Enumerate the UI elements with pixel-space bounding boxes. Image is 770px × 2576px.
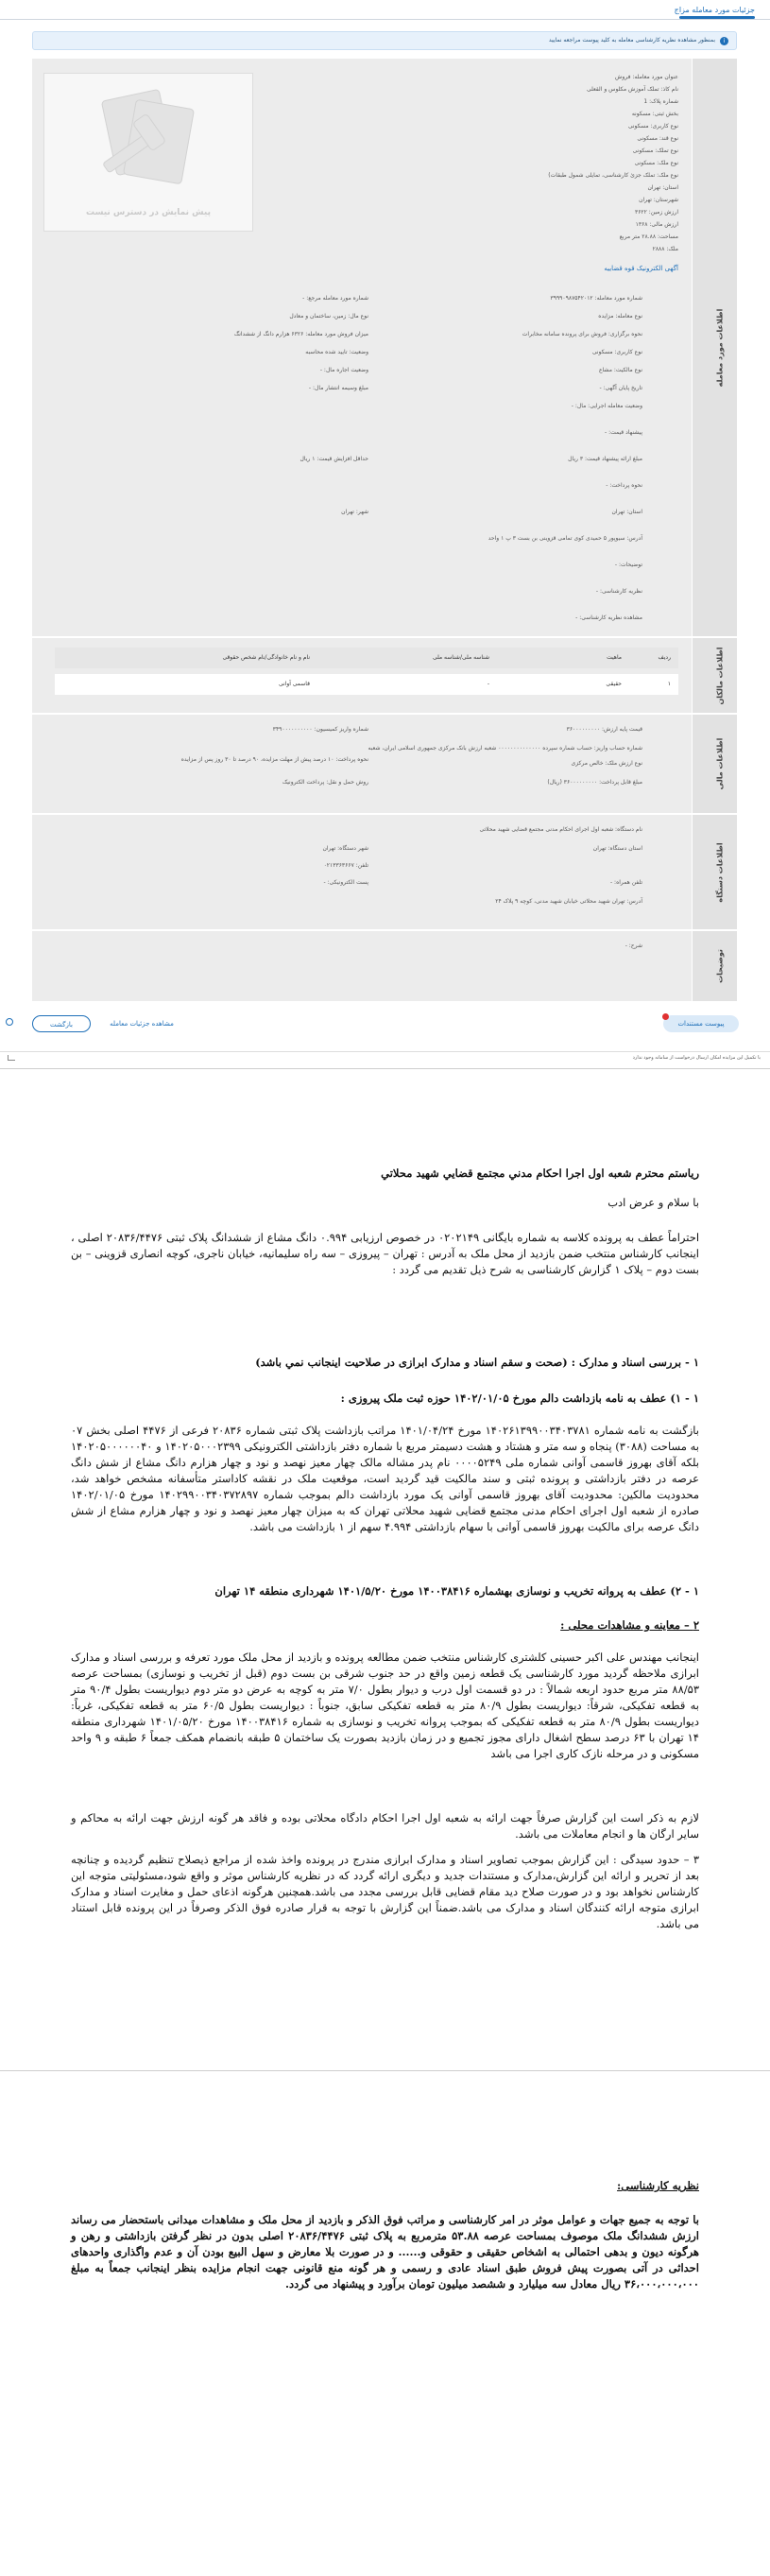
opinion-text: با توجه به جمیع جهات و عوامل موثر در امر کارشناسی و مراتب فوق الذکر و بازدید از محل ملک و مشاهدات میدانی باستحضار می رساند ارزش ششدانگ ملک موصوف بمساحت عرصه ۵۳.۸۸ مترمربع به پلاک ثبتی ۲۰۸۳۶/۴۴۷۶ اصلی بدون در نظر گرفتن بازداشتی و رهن و هرگونه دیون و بدهی احتمالی به اشخاص حقیقی و حقوقی و...... و در صورت بلا معارض و سهل البیع بودن آن و عدم واگذاری واحدهای احداثی در آتی بصورت پیش فروش طبق اسناد عادی و رسمی و هر گونه منع قانونی جهت انجام مزایده بنظر اینجانب جمعاً به مبلغ ۳۶،۰۰۰،۰۰۰،۰۰۰ ریال معادل سه میلیارد و ششصد میلیون تومان برآورد و پیشنهاد می گردد. <box>71 2213 700 2291</box>
detail-8: نوع ملک: مسکونی <box>634 160 678 166</box>
letter-s1: ۱ - بررسی اسناد و مدارک : (صحت و سقم اسناد و مدارک ابرازی در صلاحیت اینجانب نمي باشد) <box>255 1356 699 1369</box>
court-5: پست الکترونیکی: - <box>323 879 368 886</box>
grid-6-0: وضعیت معامله اجرایی: مال: - <box>571 403 642 409</box>
gavel-icon <box>43 74 252 206</box>
detail-11: شهرستان: تهران <box>639 197 678 203</box>
grid-1-1: نوع مال: زمین، ساختمان و معادل <box>289 313 368 320</box>
share-button[interactable] <box>104 1015 180 1032</box>
back-label: بازگشت <box>50 1021 73 1029</box>
owners-header-name: نام و نام خانوادگی/نام شخص حقوقی <box>222 654 310 661</box>
owners-panel <box>32 638 737 714</box>
owner-id: - <box>487 681 489 687</box>
court-panel <box>32 815 737 930</box>
extra-9: مشاهده نظریه کارشناسی: - <box>575 614 642 621</box>
court-4: تلفن همراه: - <box>609 879 642 886</box>
detail-1: عنوان مورد معامله: فروش <box>615 74 678 80</box>
extra-4: استان: تهران <box>611 509 642 515</box>
letter-p3: ۳ – حدود سیدگی : این گزارش بموجب تصاویر اسناد و مدارک ابرازی مندرج در پرونده واخذ شده از مراجع ذیصلاح تنظیم گردیده و چنانچه بعد از تحریر و ارائه این گزارش،مدارک و مستندات جدید و دیگری ارائه گردد که در نظریه کارشناس موثر و واقع شود،مسئولیتی متوجه این کارشناس نخواهد بود و در صورت صلاح دید مقام قضایی قابل بررسی مجدد می باشد.همچنین هرگونه اذعای حمل و مغایرت اسناد و مدارک ابرازی متوجه ارائه کنندگان اسناد و مدارک می باشد.ضمناً این گزارش با توجه به قرار صادره فوق الذکر وصرفاً در این پرونده قابل استناد می باشد. <box>71 1853 699 1930</box>
fin-3: نحوه پرداخت: ۱۰ درصد پیش از مهلت مزایده، ۹۰ درصد تا ۳۰ روز پس از مزایده <box>180 756 368 763</box>
detail-5: نوع کاربری: مسکونی <box>627 123 678 130</box>
owners-header-id: شناسه ملی/شناسه ملی <box>432 654 489 661</box>
owners-header <box>55 648 678 668</box>
detail-9: نوع ملک: تملک جزئ کارشناسی، تمایلی شمول طبقات) <box>548 172 678 179</box>
detail-6: نوع قند: مسکونی <box>637 135 678 142</box>
owners-header-type: ماهیت <box>607 654 622 661</box>
letter-s11: ۱ - ۱) عطف به نامه بازداشت دالم مورخ ۱۴۰۲/۰۱/۰۵ حوزه ثبت ملک پیروزی : <box>340 1392 699 1405</box>
extra-7: توضیحات: - <box>614 562 642 568</box>
letter-s2: ۲ – معاینه و مشاهدات محلی : <box>560 1618 699 1632</box>
owner-name: قاسمی آوانی <box>278 681 310 687</box>
letter-p11: بازگشت به نامه شماره ۱۴۰۲۶۱۳۹۹۰۰۳۴۰۳۷۸۱ مورخ ۱۴۰۱/۰۴/۲۴ مراتب بازداشت پلاک ثبتی شماره ۲۰۸۳۶ فرعی از ۴۴۷۶ اصلی بخش ۰۷ به مساحت (۳۰۸۸) پنجاه و سه متر و هشتاد و هشت دسیمتر مربع با شماره دفتر بازداشتی الکترونیکی ۱۴۰۲۰۵۰۰۰۲۳۹۹ و ۱۴۰۲۰۵۰۰۰۰۰۰۴۰ بلکه آقای بهروز قاسمی آوانی شماره ملی ۰۰۰۰۵۲۴۹ نام پدر مشاله مالک چهار معیز نهصد و نود و چهار هزارم دانگ مشاع از شش دانگ عرصه در دفتر بازداشتی و پرونده ثبتی و سند مالکیت قید گردید است، موقعیت ملک در نقشه کاداستر متأسفانه مشخص خواهد شد، محدودیت مالکین: محدودیت آقای بهروز قاسمی آوانی یک مورد بازداشت دالم بموجب شماره ۱۴۰۲۹۹۰۰۳۴۰۳۷۲۸۹۷ مورخ ۱۴۰۲/۰۱/۰۵ صادره از شعبه اول اجرای احکام مدنی مجتمع قضایی شهید محلاتی تهران که به میزان چهار معیز نهصد و نود و چهار هزارم مشاع از شش دانگ عرصه برای مالکیت بهروز قاسمی آوانی با سهام بازداشتی ۴.۹۹۴ سهم از ۱ بازداشت می باشد. <box>71 1424 700 1533</box>
alert-text: بمنظور مشاهده نظریه کارشناسی معامله به کلید پیوست مراجعه نمایید <box>548 37 715 43</box>
info-icon: i <box>720 37 728 45</box>
letter-addressee: ریاستم محترم شعبه اول اجرا احکام مدني مجتمع قضايي شهيد محلاتي <box>381 1167 699 1180</box>
court-3: تلفن: ۰۲۱۳۳۶۳۶۶۷ <box>323 862 368 869</box>
attachments-label: پیوست مستندات <box>677 1020 725 1028</box>
financial-section-label: اطلاعات مالی <box>692 715 737 813</box>
court-1: استان دستگاه: تهران <box>592 845 642 852</box>
property-panel <box>32 59 737 637</box>
detail-13: ارزش مالی: ۱۳۶۸ <box>635 221 678 228</box>
ad-link[interactable]: آگهی الکترونیک قوه قضاییه <box>604 265 678 272</box>
grid-3-1: وضعیت: تایید شده محاسبه <box>305 349 368 355</box>
back-button[interactable] <box>32 1015 91 1032</box>
grid-1-0: نوع معامله: مزایده <box>598 313 642 320</box>
grid-3-0: نوع کاربری: مسکونی <box>591 349 642 355</box>
detail-2: نام کاذ: تملک آموزش مکلوس و القعلی <box>587 86 678 93</box>
page-separator-2 <box>0 2070 770 2071</box>
info-alert <box>32 31 737 50</box>
letter-page-1 <box>0 1069 770 2069</box>
owners-header-index: ردیف <box>658 654 671 661</box>
extra-8: نظریه کارشناسی: - <box>595 588 642 595</box>
extra-3: نحوه پرداخت: - <box>606 482 642 489</box>
fin-2: شماره حساب واریز: حساب شماره سپرده ۰۰۰۰۰۰۰۰۰۰۰۰۰۰ شعبه ارزش بانک مرکزی جمهوری اسلامی ایران، شعبه <box>368 745 642 752</box>
grid-2-1: میزان فروش مورد معامله: ۶۳۲۶ هزارم دانگ از ششدانگ <box>233 331 368 337</box>
extra-6: آدرس: سیوپور ۵ حمیدی کوی تمامی قزوینی بن بست ۳ پ ۱ واحد <box>488 535 642 542</box>
detail-10: استان: تهران <box>647 184 678 191</box>
court-0: نام دستگاه: شعبه اول اجرای احکام مدنی مجتمع قضایی شهید محلاتی <box>479 826 642 833</box>
detail-3: شماره پلاک: 1 <box>643 98 678 105</box>
court-section-label: اطلاعات دستگاه <box>692 815 737 929</box>
chevron-icon[interactable] <box>8 1055 15 1061</box>
letter-intro: احتراماً عطف به پرونده کلاسه به شماره بایگانی ۰۲۰۲۱۴۹ در خصوص ارزیابی ۰.۹۹۴ دانگ مشاع از ششدانگ پلاک ثبتی ۲۰۸۳۶/۴۴۷۶ اصلی ، اینجانب کارشناس منتخب ضمن بازدید از محل ملک به آدرس : تهران – پیروزی – سه راه سلیمانیه، خیابان ناجری، کوچه انصاری قزوینی – بن بست دوم – پلاک ۱ گزارش کارشناسی به شرح ذیل تقدیم می گردد : <box>71 1231 700 1276</box>
detail-14: مساحت: ۲۸.۸۸ متر مربع <box>619 233 678 240</box>
action-bar <box>28 1013 741 1036</box>
court-2: شهر دستگاه: تهران <box>322 845 368 852</box>
letter-p2b: لازم به ذکر است این گزارش صرفاً جهت ارائه به شعبه اول اجرا احکام دادگاه محلاتی بوده و فاقد هر گونه ارزش جهت ارائه به محاکم و سایر ارگان ها و انجام معاملات می باشد. <box>71 1811 699 1841</box>
footer-text: با تکمیل این مزایده امکان ارسال درخواست از سامانه وجود ندارد <box>632 1055 761 1061</box>
footer-bar <box>0 1051 770 1064</box>
property-photo <box>43 73 253 232</box>
extra-1: مبلغ ارائه پیشنهاد قیمت: ۳ ریال <box>568 456 642 462</box>
extra-5: شهر: تهران <box>341 509 368 515</box>
grid-5-0: تاریخ پایان آگهی: - <box>599 385 642 391</box>
detail-15: ملک: ۲۸۸۸ <box>652 246 678 252</box>
fin-6: روش حمل و نقل: پرداخت الکترونیک <box>282 779 368 786</box>
owners-section-label: اطلاعات مالکان <box>692 638 737 713</box>
attachments-button[interactable] <box>663 1015 739 1032</box>
notes-text: شرح: - <box>625 942 642 949</box>
fin-5: مبلغ قابل پرداخت: ۳۶۰۰۰۰۰۰۰۰۰ (ریال) <box>547 779 642 786</box>
fin-0: قیمت پایه ارزش: ۳۶۰۰۰۰۰۰۰۰۰ <box>566 726 642 733</box>
grid-5-1: مبلغ وسیمه انتشار مال: - <box>308 385 368 391</box>
notes-panel <box>32 931 737 1002</box>
fin-4: نوع ارزش ملک: خالص مرکزی <box>571 760 642 767</box>
opinion-title: نظریه کارشناسی: <box>617 2179 699 2192</box>
grid-0-1: شماره مورد معامله مرجع: - <box>302 295 368 302</box>
grid-2-0: نحوه برگزاری: فروش برای پرونده سامانه مخابرات <box>522 331 642 337</box>
table-row <box>55 674 678 695</box>
owner-index: ۱ <box>667 681 671 687</box>
extra-2: حداقل افزایش قیمت: ۱ ریال <box>299 456 368 462</box>
grid-4-1: وضعیت اجاره مال: - <box>319 367 368 373</box>
notification-dot <box>662 1013 669 1020</box>
financial-panel <box>32 715 737 814</box>
detail-12: ارزش زمین: ۳۶۲۲ <box>634 209 678 216</box>
grid-0-0: شماره مورد معامله: ۳۹۹۹۰۹۸۷۵۴۲۰۱۲ <box>550 295 642 302</box>
detail-4: بخش ثبتی: مسکونه <box>631 111 678 117</box>
tab-divider <box>0 19 770 20</box>
letter-p2: اینجانب مهندس علی اکبر حسینی کلشتری کارشناس منتخب ضمن مطالعه پرونده و بازدید از محل ملک مورد تعرفه و بررسی اسناد و مدارک ابرازی ملاحظه گردید مورد کارشناسی یک قطعه زمین واقع در حد جنوب شرقی بن بست دوم (قبل از تخریب و نوسازی) بمساحت عرصه ۸۸/۵۳ متر مربع حدود اربعه شمالاً : در دو قسمت اول درب و دیوار بطول ۷/۰ متر به کوچه به عرض دو متر دوم دیواریست بطول ۹۰/۴ متر به قطعه تفکیکی، شرقاً: دیواریست بطول ۸۰/۹ متر به قطعه تفکیکی سابق، جنوباً : دیواریست بطول ۶۰/۵ متر به قطعه تفکیکی، غرباً: دیواریست بطول ۸۰/۹ متر به قطعه تفکیکی که بموجب پروانه تخریب و نوسازی به شماره ۱۴۰۰۳۸۴۱۶ مورخ ۱۴۰۱/۰۵/۲۰ شهرداری منطقه ۱۴ تهران با ۶۳ درصد سطح اشغال دارای مجوز تجمیع و در زمان بازدید بصورت یک ساختمان ۵ طبقه بانضمام همکف جمعاً ۶ طبقه و ۹ واحد مسکونی و در مرحله نازک کاری اجرا می باشد <box>71 1651 700 1760</box>
circle-icon[interactable] <box>6 1018 13 1026</box>
notes-section-label: توضیحات <box>692 931 737 1001</box>
grid-4-0: نوع مالکیت: مشاع <box>598 367 642 373</box>
tab-title[interactable]: جزئیات مورد معامله مزاج <box>674 6 755 14</box>
extra-0: پیشنهاد قیمت: - <box>605 429 642 436</box>
letter-page-2 <box>0 2080 770 2571</box>
letter-greeting: با سلام و عرض ادب <box>607 1196 699 1209</box>
photo-placeholder-text: پیش نمایش در دسترس نیست <box>86 208 211 217</box>
detail-7: نوع تملک: مسکونی <box>632 147 678 154</box>
fin-1: شماره واریز کمیسیون: ۳۴۹۰۰۰۰۰۰۰۰۰۰ <box>272 726 368 733</box>
tab-bar <box>0 0 770 23</box>
court-6: آدرس: تهران شهید محلاتی خیابان شهید مدنی، کوچه ۹ پلاک ۲۴ <box>495 898 642 905</box>
share-label: مشاهده جزئیات معامله <box>110 1020 174 1028</box>
owner-type: حقیقی <box>606 681 622 687</box>
owners-table <box>55 648 678 704</box>
property-section-label: اطلاعات مورد معامله <box>692 59 737 636</box>
letter-s12: ۱ - ۲) عطف به پروانه تخریب و نوسازی بهشماره ۱۴۰۰۳۸۴۱۶ مورخ ۱۴۰۱/۵/۲۰ شهرداری منطقه ۱۴ تهران <box>214 1584 699 1598</box>
